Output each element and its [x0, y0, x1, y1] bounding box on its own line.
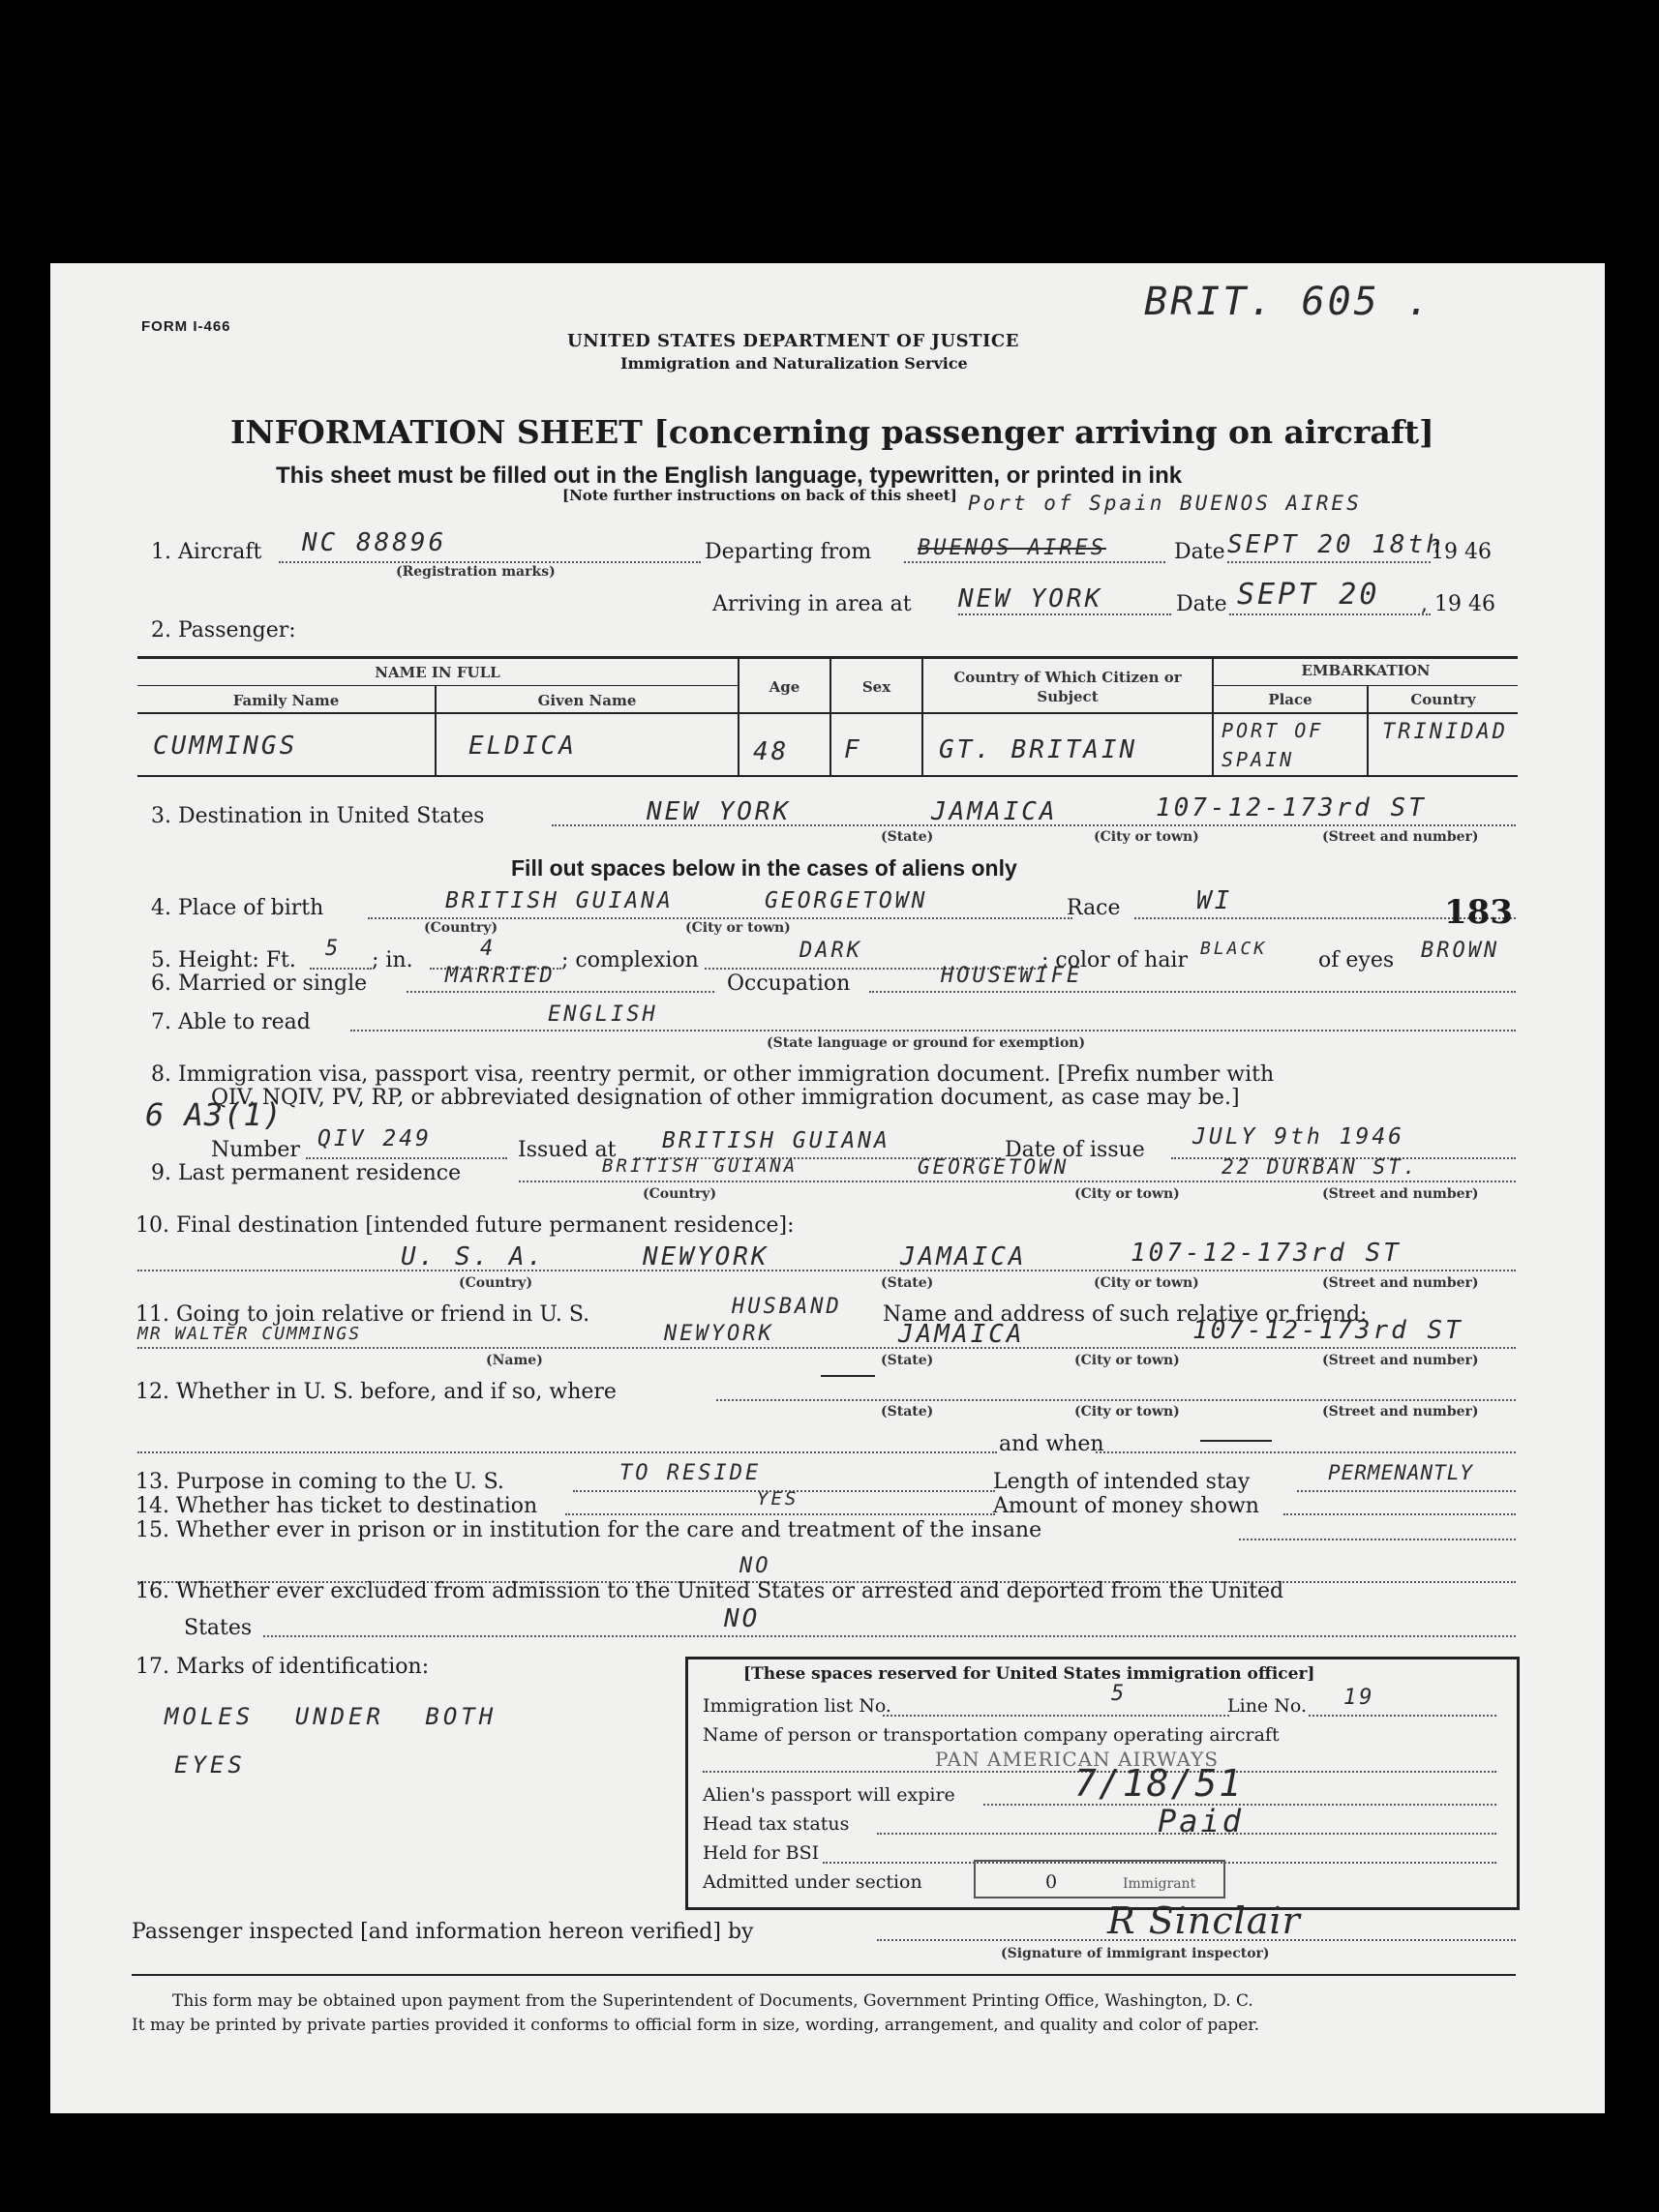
eyes-value: BROWN	[1421, 939, 1500, 963]
before-line	[716, 1399, 1516, 1401]
height-in: 4	[480, 937, 497, 961]
residence-line	[519, 1181, 1516, 1182]
relative-line	[137, 1347, 1516, 1349]
married-label: 6. Married or single	[151, 971, 368, 996]
passport-expire-value: 7/18/51	[1074, 1762, 1244, 1805]
cap-final-state: (State)	[881, 1275, 934, 1291]
stay-value: PERMENANTLY	[1328, 1461, 1474, 1484]
form-number: FORM I-466	[141, 318, 231, 335]
cap-rel-city: (City or town)	[1074, 1353, 1180, 1368]
immigration-list-label: Immigration list No.	[703, 1695, 891, 1717]
height-ft: 5	[325, 937, 342, 961]
destination-state: NEW YORK	[647, 797, 792, 826]
money-line	[1283, 1513, 1516, 1515]
ticket-label: 14. Whether has ticket to destination	[136, 1494, 538, 1518]
table-col-3	[830, 658, 831, 776]
document-number-value: QIV 249	[317, 1126, 432, 1151]
line-no-line	[1309, 1715, 1496, 1717]
cap-rel-street: (Street and number)	[1322, 1353, 1479, 1368]
table-col-2	[738, 658, 739, 776]
aircraft-value: NC 88896	[302, 528, 447, 557]
cap-rel-state: (State)	[881, 1353, 934, 1368]
inspected-label: Passenger inspected [and information hereon verified] by	[132, 1920, 754, 1944]
excluded-line-2: States	[184, 1616, 253, 1640]
department-name: UNITED STATES DEPARTMENT OF JUSTICE	[567, 331, 1019, 351]
residence-label: 9. Last permanent residence	[151, 1161, 462, 1185]
complexion-label: ; complexion	[561, 948, 699, 972]
immigration-list-line	[883, 1715, 1229, 1717]
arriving-date-line	[1229, 613, 1431, 615]
stay-label: Length of intended stay	[993, 1470, 1251, 1494]
cap-city: (City or town)	[1094, 829, 1199, 845]
officer-heading: [These spaces reserved for United States immigration officer]	[743, 1664, 1315, 1684]
th-name-in-full: NAME IN FULL	[375, 664, 500, 681]
section-stamp: Immigrant	[1123, 1876, 1196, 1892]
head-tax-value: Paid	[1158, 1803, 1245, 1839]
marks-value-1: MOLES UNDER BOTH	[165, 1703, 498, 1730]
date-issue-label: Date of issue	[1005, 1138, 1145, 1162]
ticket-value: YES	[757, 1488, 799, 1510]
immigration-list-value: 5	[1111, 1682, 1128, 1706]
departing-correction: Port of Spain BUENOS AIRES	[968, 492, 1362, 515]
departing-line	[904, 561, 1165, 563]
cap-birth-city: (City or town)	[685, 920, 791, 936]
prison-value: NO	[739, 1554, 771, 1578]
th-place: Place	[1268, 691, 1312, 708]
bsi-label: Held for BSI	[703, 1842, 820, 1864]
residence-country: BRITISH GUIANA	[602, 1155, 799, 1177]
relative-name: MR WALTER CUMMINGS	[137, 1324, 362, 1344]
occupation-label: Occupation	[727, 971, 851, 996]
table-emb-rule	[1212, 685, 1518, 686]
race-label: Race	[1067, 896, 1121, 920]
issued-at-label: Issued at	[518, 1138, 617, 1162]
when-line	[1096, 1451, 1516, 1453]
occupation-value: HOUSEWIFE	[941, 964, 1083, 988]
company-stamp: PAN AMERICAN AIRWAYS	[935, 1748, 1220, 1771]
dash-mark	[821, 1375, 875, 1377]
cap-final-street: (Street and number)	[1322, 1275, 1479, 1291]
final-city: JAMAICA	[900, 1242, 1027, 1271]
signature-caption: (Signature of immigrant inspector)	[1001, 1946, 1270, 1961]
relative-street: 107-12-173rd ST	[1192, 1316, 1463, 1345]
birthplace-label: 4. Place of birth	[151, 896, 324, 920]
footer-rule	[132, 1974, 1516, 1976]
before-label: 12. Whether in U. S. before, and if so, where	[136, 1380, 617, 1404]
stamp-number: 183	[1444, 893, 1513, 932]
cell-emb-place: PORT OF SPAIN	[1222, 719, 1324, 771]
cap-res-country: (Country)	[643, 1186, 717, 1202]
arriving-date-value: SEPT 20	[1237, 578, 1380, 612]
instruction-note: [Note further instructions on back of this sheet]	[562, 487, 957, 504]
file-number-handwritten: BRIT. 605 .	[1144, 280, 1433, 324]
cap-before-street: (Street and number)	[1322, 1404, 1479, 1420]
arriving-line	[958, 613, 1171, 615]
th-given-name: Given Name	[537, 692, 637, 709]
arriving-year: , 19 46	[1421, 592, 1495, 616]
page-title: INFORMATION SHEET [concerning passenger arriving on aircraft]	[230, 413, 1434, 451]
race-value: WI	[1196, 886, 1233, 915]
final-street: 107-12-173rd ST	[1131, 1239, 1402, 1268]
section-value: 0	[1045, 1871, 1058, 1893]
cap-res-street: (Street and number)	[1322, 1186, 1479, 1202]
instruction-line: This sheet must be filled out in the English language, typewritten, or printed in ink	[276, 463, 1183, 489]
read-caption: (State language or ground for exemption)	[767, 1035, 1086, 1051]
th-country: Country	[1410, 691, 1476, 708]
cell-sex: F	[844, 735, 862, 764]
document-margin-note: 6 A3(1)	[145, 1096, 283, 1133]
arriving-date-label: Date	[1176, 592, 1227, 616]
company-label: Name of person or transportation company operating aircraft	[703, 1724, 1280, 1746]
relative-address-label: Name and address of such relative or friend:	[883, 1302, 1368, 1327]
aliens-heading: Fill out spaces below in the cases of aliens only	[511, 855, 1017, 881]
table-bottom-rule	[137, 775, 1518, 777]
relative-state: NEWYORK	[664, 1322, 774, 1346]
registration-caption: (Registration marks)	[396, 564, 556, 580]
table-name-rule	[137, 685, 738, 686]
destination-city: JAMAICA	[931, 797, 1058, 826]
cap-state: (State)	[881, 829, 934, 845]
relative-city: JAMAICA	[898, 1320, 1025, 1349]
destination-street: 107-12-173rd ST	[1156, 793, 1427, 822]
cap-res-city: (City or town)	[1074, 1186, 1180, 1202]
height-label: 5. Height: Ft.	[151, 948, 296, 972]
birthplace-city: GEORGETOWN	[765, 888, 928, 913]
th-country-citizen: Country of Which Citizen or Subject	[953, 669, 1182, 706]
date-issue-value: JULY 9th 1946	[1192, 1124, 1405, 1150]
birthplace-country: BRITISH GUIANA	[445, 888, 674, 913]
excluded-line-1: 16. Whether ever excluded from admission to the United States or arrested and deported from the United	[136, 1579, 1284, 1603]
document-number-line	[306, 1157, 507, 1159]
passport-expire-label: Alien's passport will expire	[703, 1784, 955, 1806]
prison-line	[1239, 1539, 1516, 1540]
residence-city: GEORGETOWN	[918, 1155, 1070, 1179]
occupation-line	[869, 991, 1516, 993]
th-sex: Sex	[861, 678, 891, 696]
hair-value: BLACK	[1200, 939, 1268, 959]
cap-rel-name: (Name)	[486, 1353, 543, 1368]
final-country: U. S. A.	[401, 1242, 546, 1271]
purpose-label: 13. Purpose in coming to the U. S.	[136, 1470, 504, 1494]
cell-emb-country: TRINIDAD	[1382, 720, 1508, 744]
th-embarkation: EMBARKATION	[1301, 662, 1431, 679]
final-destination-label: 10. Final destination [intended future permanent residence]:	[136, 1213, 795, 1238]
arriving-value: NEW YORK	[958, 584, 1103, 613]
inspector-signature: R Sinclair	[1107, 1899, 1301, 1942]
cap-before-state: (State)	[881, 1404, 934, 1420]
head-tax-label: Head tax status	[703, 1813, 850, 1835]
read-line	[350, 1030, 1516, 1031]
birthplace-line	[368, 917, 1072, 919]
marks-value-2: EYES	[174, 1751, 246, 1779]
when-dash	[1200, 1440, 1272, 1442]
cap-birth-country: (Country)	[424, 920, 498, 936]
section-label: Admitted under section	[703, 1871, 922, 1893]
cell-family-name: CUMMINGS	[153, 732, 298, 761]
departing-value: BUENOS AIRES	[918, 536, 1106, 560]
eyes-label: of eyes	[1318, 948, 1395, 972]
cell-age: 48	[753, 737, 790, 766]
issued-at-value: BRITISH GUIANA	[662, 1128, 890, 1153]
arriving-label: Arriving in area at	[712, 592, 912, 616]
excluded-value: NO	[724, 1604, 761, 1633]
departing-date-value: SEPT 20 18th	[1227, 530, 1444, 559]
aircraft-label: 1. Aircraft	[151, 540, 262, 564]
aircraft-line	[279, 561, 701, 563]
th-family-name: Family Name	[232, 692, 340, 709]
money-label: Amount of money shown	[993, 1494, 1259, 1518]
document-line-2: QIV, NQIV, PV, RP, or abbreviated designation of other immigration document, as case may be.]	[211, 1086, 1240, 1110]
purpose-value: TO RESIDE	[619, 1461, 762, 1485]
cell-given-name: ELDICA	[468, 732, 577, 761]
departing-label: Departing from	[705, 540, 872, 564]
final-state: NEWYORK	[643, 1242, 769, 1271]
document-number-label: Number	[211, 1138, 300, 1162]
cap-before-city: (City or town)	[1074, 1404, 1180, 1420]
destination-label: 3. Destination in United States	[151, 804, 485, 828]
final-destination-line	[137, 1270, 1516, 1271]
th-age: Age	[769, 678, 800, 696]
relative-relation: HUSBAND	[732, 1295, 842, 1319]
excluded-line	[263, 1635, 1516, 1637]
when-label: and when	[999, 1432, 1104, 1456]
marks-label: 17. Marks of identification:	[136, 1655, 430, 1679]
before-line-2	[137, 1451, 997, 1453]
cap-final-city: (City or town)	[1094, 1275, 1199, 1291]
stay-line	[1297, 1490, 1516, 1492]
line-no-label: Line No.	[1227, 1695, 1307, 1717]
ticket-line	[565, 1513, 995, 1515]
hair-label: ; color of hair	[1041, 948, 1188, 972]
passenger-label: 2. Passenger:	[151, 618, 296, 643]
table-header-rule	[137, 712, 1518, 714]
departing-date-line	[1227, 561, 1431, 563]
read-label: 7. Able to read	[151, 1010, 311, 1034]
cell-citizen: GT. BRITAIN	[939, 735, 1138, 764]
departing-year: 19 46	[1431, 540, 1492, 564]
service-name: Immigration and Naturalization Service	[620, 354, 968, 373]
read-value: ENGLISH	[548, 1002, 658, 1027]
married-value: MARRIED	[445, 964, 556, 988]
residence-street: 22 DURBAN ST.	[1222, 1155, 1419, 1179]
document-line-1: 8. Immigration visa, passport visa, reentry permit, or other immigration document. [Prefix number with	[151, 1062, 1275, 1087]
footer-line-2: It may be printed by private parties provided it conforms to official form in size, wording, arrangement, and quality and color of paper.	[132, 2016, 1259, 2035]
complexion-value: DARK	[799, 939, 862, 963]
height-in-label: ; in.	[372, 948, 413, 972]
relative-label: 11. Going to join relative or friend in U. S.	[136, 1302, 590, 1327]
cap-street: (Street and number)	[1322, 829, 1479, 845]
married-line	[407, 991, 714, 993]
table-top-rule	[137, 656, 1518, 659]
prison-label: 15. Whether ever in prison or in institution for the care and treatment of the insane	[136, 1518, 1042, 1542]
cap-final-country: (Country)	[459, 1275, 533, 1291]
height-ft-line	[310, 968, 372, 970]
footer-line-1: This form may be obtained upon payment from the Superintendent of Documents, Government Printing Office, Washington, D. C.	[172, 1991, 1253, 2011]
line-no-value: 19	[1343, 1686, 1375, 1710]
departing-date-label: Date	[1174, 540, 1225, 564]
